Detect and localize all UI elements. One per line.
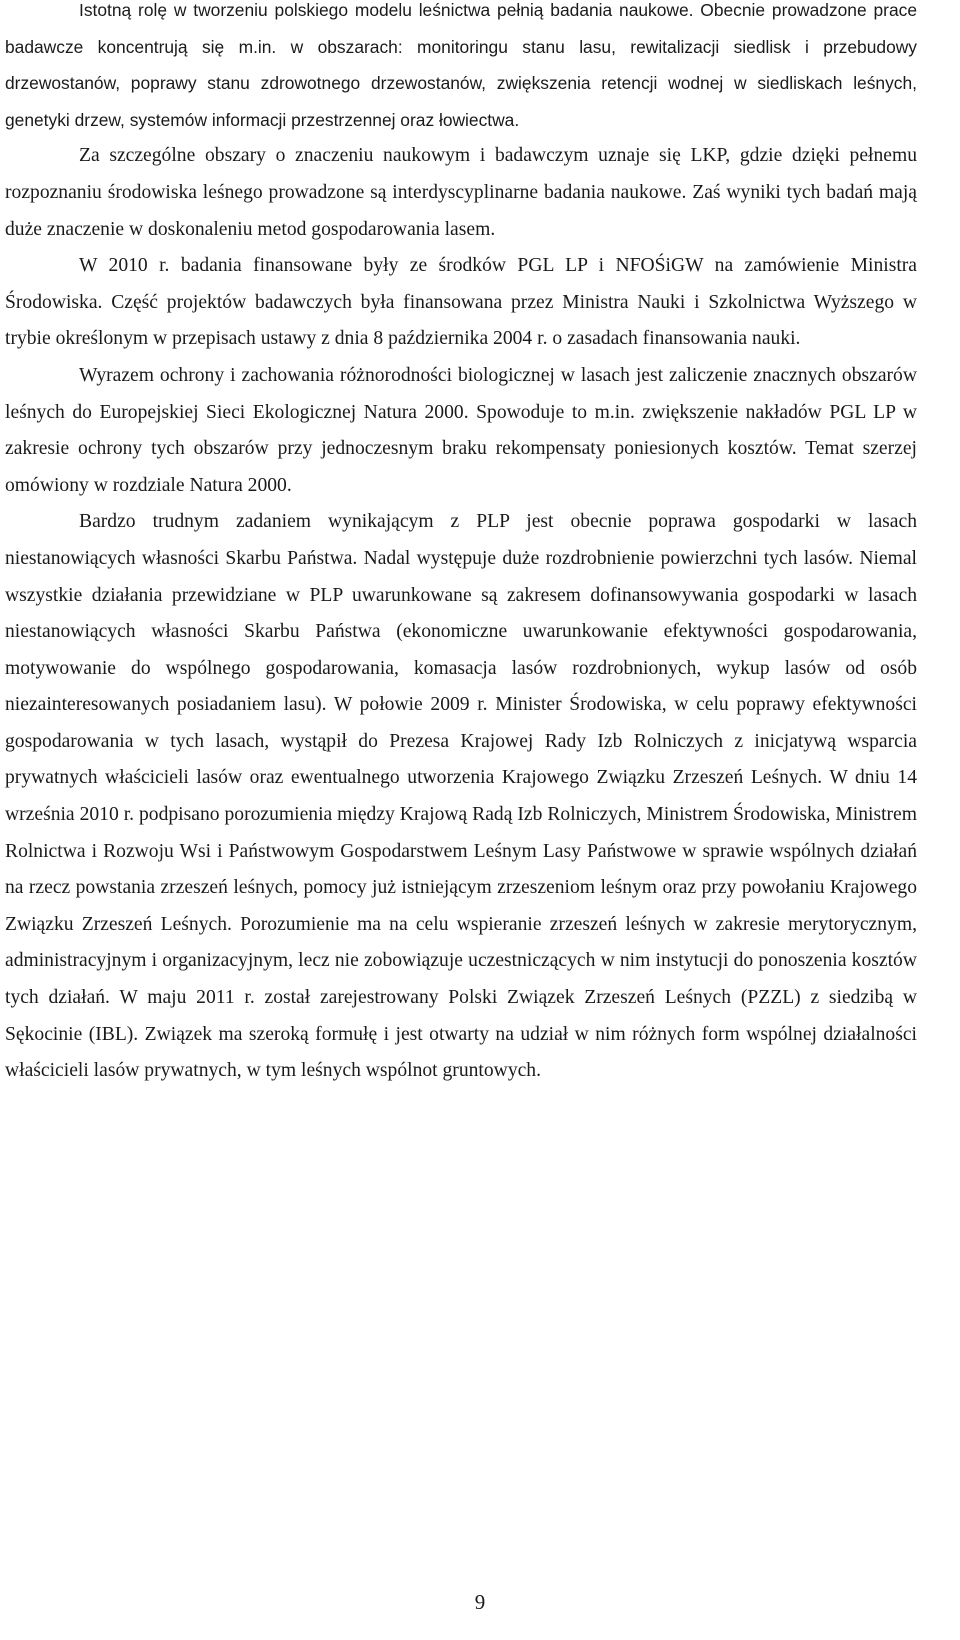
paragraph-funding: W 2010 r. badania finansowane były ze środków PGL LP i NFOŚiGW na zamówienie Ministra Środowiska. Część projektów badawczych była finansowana przez Ministra Nauki i Szkolnictwa Wyższego w trybie określonym w przepisach ustawy z dnia 8 października 2004 r. o zasadach finansowania nauki. [5, 255, 917, 350]
paragraph-lkp: Za szczególne obszary o znaczeniu naukowym i badawczym uznaje się LKP, gdzie dzięki pełnemu rozpoznaniu środowiska leśnego prowadzone są interdyscyplinarne badania naukowe. Zaś wyniki tych badań mają duże znaczenie w doskonaleniu metod gospodarowania lasem. [5, 145, 917, 240]
paragraph-natura-2000: Wyrazem ochrony i zachowania różnorodności biologicznej w lasach jest zaliczenie znacznych obszarów leśnych do Europejskiej Sieci Ekologicznej Natura 2000. Spowoduje to m.in. zwiększenie nakładów PGL LP w zakresie ochrony tych obszarów przy jednoczesnym braku rekompensaty poniesionych kosztów. Temat szerzej omówiony w rozdziale Natura 2000. [5, 364, 917, 496]
page-number: 9 [474, 1590, 486, 1614]
paragraph-research: Istotną rolę w tworzeniu polskiego modelu leśnictwa pełnią badania naukowe. Obecnie prowadzone prace badawcze koncentrują się m.in. w obszarach: monitoringu stanu lasu, rewitalizacji siedlisk i przebudowy drzewostanów, poprawy stanu zdrowotnego drzewostanów, zwiększenia retencji wodnej w siedliskach leśnych, genetyki drzew, systemów informacji przestrzennej oraz łowiectwa. [5, 0, 917, 130]
paragraph-private-forests: Bardzo trudnym zadaniem wynikającym z PLP jest obecnie poprawa gospodarki w lasach niestanowiących własności Skarbu Państwa. Nadal występuje duże rozdrobnienie powierzchni tych lasów. Niemal wszystkie działania przewidziane w PLP uwarunkowane są zakresem dofinansowywania gospodarki w lasach niestanowiących własności Skarbu Państwa (ekonomiczne uwarunkowanie efektywności gospodarowania, motywowanie do wspólnego gospodarowania, komasacja lasów rozdrobnionych, wykup lasów od osób niezainteresowanych posiadaniem lasu). W połowie 2009 r. Minister Środowiska, w celu poprawy efektywności gospodarowania w tych lasach, wystąpił do Prezesa Krajowej Rady Izb Rolniczych z inicjatywą wsparcia prywatnych właścicieli lasów oraz ewentualnego utworzenia Krajowego Związku Zrzeszeń Leśnych. W dniu 14 września 2010 r. podpisano porozumienia między Krajową Radą Izb Rolniczych, Ministrem Środowiska, Ministrem Rolnictwa i Rozwoju Wsi i Państwowym Gospodarstwem Leśnym Lasy Państwowe w sprawie wspólnych działań na rzecz powstania zrzeszeń leśnych, pomocy już istniejącym zrzeszeniom leśnym oraz przy powołaniu Krajowego Związku Zrzeszeń Leśnych. Porozumienie ma na celu wspieranie zrzeszeń leśnych w zakresie merytorycznym, administracyjnym i organizacyjnym, lecz nie zobowiązuje uczestniczących w nim instytucji do ponoszenia kosztów tych działań. W maju 2011 r. został zarejestrowany Polski Związek Zrzeszeń Leśnych (PZZL) z siedzibą w Sękocinie (IBL). Związek ma szeroką formułę i jest otwarty na udział w nim różnych form wspólnej działalności właścicieli lasów prywatnych, w tym leśnych wspólnot gruntowych. [5, 511, 917, 1082]
document-page [5, 0, 917, 1090]
